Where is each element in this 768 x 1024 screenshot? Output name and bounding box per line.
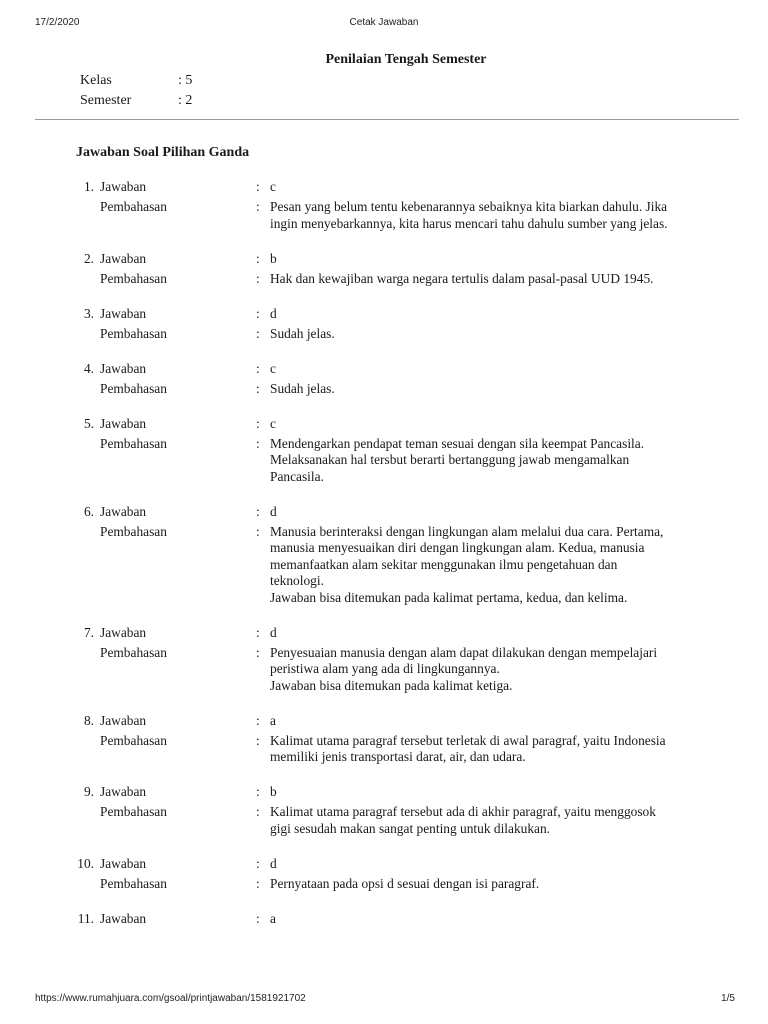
answer-value: c — [270, 179, 276, 194]
page-number: 1/5 — [721, 993, 735, 1004]
explanation-label: Pembahasan — [100, 523, 167, 539]
section-title: Jawaban Soal Pilihan Ganda — [76, 145, 250, 160]
question-number: 4. — [83, 360, 94, 376]
answer-label: Jawaban — [100, 305, 147, 321]
explanation-text: Sudah jelas. — [270, 325, 335, 341]
answer-item — [0, 251, 768, 288]
question-number: 5. — [83, 415, 94, 431]
question-number: 11. — [77, 910, 94, 926]
colon: : — [256, 435, 260, 451]
explanation-row — [0, 733, 768, 766]
colon: : — [256, 415, 260, 431]
explanation-label: Pembahasan — [100, 435, 167, 451]
question-number: 7. — [83, 624, 94, 640]
question-number: 8. — [83, 712, 94, 728]
answer-row — [0, 625, 768, 642]
explanation-label: Pembahasan — [100, 325, 167, 341]
explanation-row — [0, 645, 768, 695]
colon: : — [256, 380, 260, 396]
colon: : — [256, 644, 260, 660]
explanation-row — [0, 381, 768, 398]
explanation-text: Pesan yang belum tentu kebenarannya sebaiknya kita biarkan dahulu. Jika ingin menyebarkannya, kita harus mencari tahu dahulu sumber yang jelas. — [270, 199, 668, 231]
colon: : — [256, 503, 260, 519]
explanation-text: Penyesuaian manusia dengan alam dapat dilakukan dengan mempelajari peristiwa alam yang ada di lingkungannya. Jawaban bisa ditemukan pada kalimat ketiga. — [270, 644, 658, 693]
answer-item — [0, 179, 768, 232]
meta-semester — [80, 93, 192, 109]
explanation-text: Hak dan kewajiban warga negara tertulis dalam pasal-pasal UUD 1945. — [270, 270, 654, 286]
colon: : — [256, 325, 260, 341]
print-header-title: Cetak Jawaban — [349, 17, 419, 28]
explanation-text: Kalimat utama paragraf tersebut ada di akhir paragraf, yaitu menggosok gigi sesudah makan sangat penting untuk dilakukan. — [270, 804, 656, 836]
answer-value: d — [270, 855, 277, 871]
answer-value: a — [270, 910, 276, 926]
colon: : — [256, 784, 260, 799]
answer-row — [0, 856, 768, 873]
answer-value: c — [270, 360, 276, 376]
explanation-row — [0, 199, 768, 232]
answer-item — [0, 856, 768, 893]
answer-row — [0, 361, 768, 378]
answer-item — [0, 784, 768, 837]
colon: : — [256, 523, 260, 539]
answer-row — [0, 504, 768, 521]
spacer — [0, 326, 100, 343]
spacer — [0, 199, 100, 232]
explanation-row — [0, 804, 768, 837]
explanation-row — [0, 271, 768, 288]
colon: : — [256, 305, 260, 321]
explanation-text: Mendengarkan pendapat teman sesuai dengan sila keempat Pancasila. Melaksanakan hal tersbut berarti bertanggung jawab mengamalkan Pancasila. — [270, 435, 645, 484]
answer-row — [0, 713, 768, 730]
spacer — [0, 876, 100, 893]
answer-item — [0, 361, 768, 398]
spacer — [0, 436, 100, 486]
answer-label: Jawaban — [100, 415, 147, 431]
explanation-row — [0, 436, 768, 486]
print-date: 17/2/2020 — [35, 17, 80, 28]
answer-item — [0, 911, 768, 928]
answer-item — [0, 625, 768, 695]
colon: : — [256, 250, 260, 266]
answer-value: b — [270, 784, 277, 799]
colon: : — [256, 199, 260, 214]
answer-label: Jawaban — [100, 712, 147, 728]
answer-label: Jawaban — [100, 179, 147, 194]
explanation-text: Sudah jelas. — [270, 380, 335, 396]
answer-label: Jawaban — [100, 250, 147, 266]
answer-value: c — [270, 415, 276, 431]
answer-label: Jawaban — [100, 855, 147, 871]
document-title: Penilaian Tengah Semester — [325, 52, 487, 67]
answer-item — [0, 504, 768, 607]
answer-row — [0, 416, 768, 433]
answer-item — [0, 416, 768, 486]
answer-label: Jawaban — [100, 910, 147, 926]
spacer — [0, 381, 100, 398]
meta-label: Semester — [80, 93, 132, 108]
question-number: 2. — [83, 250, 94, 266]
spacer — [0, 804, 100, 837]
answer-value: b — [270, 250, 277, 266]
explanation-label: Pembahasan — [100, 199, 167, 214]
answer-row — [0, 179, 768, 196]
answer-label: Jawaban — [100, 360, 147, 376]
question-number: 3. — [83, 305, 94, 321]
answer-row — [0, 306, 768, 323]
colon: : — [256, 179, 260, 194]
colon: : — [256, 712, 260, 728]
explanation-label: Pembahasan — [100, 732, 167, 748]
explanation-row — [0, 326, 768, 343]
answer-value: d — [270, 624, 277, 640]
question-number: 10. — [77, 855, 94, 871]
meta-value: : 2 — [178, 93, 193, 108]
answer-row — [0, 251, 768, 268]
answer-value: a — [270, 712, 276, 728]
meta-kelas — [80, 73, 192, 89]
colon: : — [256, 855, 260, 871]
spacer — [0, 645, 100, 695]
explanation-row — [0, 876, 768, 893]
spacer — [0, 271, 100, 288]
explanation-row — [0, 524, 768, 607]
answer-value: d — [270, 503, 277, 519]
divider — [35, 119, 739, 120]
answer-row — [0, 784, 768, 801]
answer-label: Jawaban — [100, 503, 147, 519]
question-number: 6. — [83, 503, 94, 519]
question-number: 9. — [83, 784, 94, 799]
spacer — [0, 733, 100, 766]
footer-url[interactable]: https://www.rumahjuara.com/gsoal/printjawaban/1581921702 — [35, 993, 306, 1004]
colon: : — [256, 875, 260, 891]
meta-value: : 5 — [178, 73, 193, 88]
colon: : — [256, 270, 260, 286]
colon: : — [256, 732, 260, 748]
explanation-text: Manusia berinteraksi dengan lingkungan alam melalui dua cara. Pertama, manusia menyesuaikan diri dengan lingkungan alam. Kedua, manusia memanfaatkan alam sekitar menggunakan ilmu pengetahuan dan teknologi. Jawaban bisa ditemukan pada kalimat pertama, kedua, dan kelima. — [270, 523, 664, 605]
answer-row — [0, 911, 768, 928]
explanation-label: Pembahasan — [100, 380, 167, 396]
explanation-label: Pembahasan — [100, 804, 167, 819]
meta-label: Kelas — [80, 73, 112, 88]
answer-item — [0, 306, 768, 343]
explanation-text: Pernyataan pada opsi d sesuai dengan isi paragraf. — [270, 875, 540, 891]
answer-label: Jawaban — [100, 784, 147, 799]
colon: : — [256, 624, 260, 640]
colon: : — [256, 804, 260, 819]
answer-value: d — [270, 305, 277, 321]
explanation-text: Kalimat utama paragraf tersebut terletak di awal paragraf, yaitu Indonesia memiliki jenis transportasi darat, air, dan udara. — [270, 732, 666, 764]
answer-list — [0, 179, 768, 946]
question-number: 1. — [83, 179, 94, 194]
explanation-label: Pembahasan — [100, 875, 167, 891]
answer-item — [0, 713, 768, 766]
spacer — [0, 524, 100, 607]
colon: : — [256, 360, 260, 376]
colon: : — [256, 910, 260, 926]
explanation-label: Pembahasan — [100, 270, 167, 286]
explanation-label: Pembahasan — [100, 644, 167, 660]
answer-label: Jawaban — [100, 624, 147, 640]
